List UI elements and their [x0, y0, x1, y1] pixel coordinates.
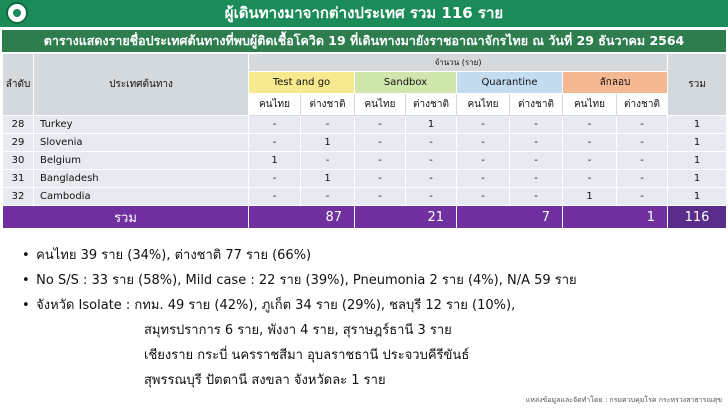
country-cell: Cambodia — [34, 188, 249, 206]
value-cell: 1 — [563, 188, 617, 206]
bullet-dot-icon: • — [22, 298, 30, 313]
row-total-cell: 1 — [668, 134, 727, 152]
value-cell: - — [355, 134, 406, 152]
total-test-and-go: 87 — [249, 206, 355, 229]
bullet-continuation: สุพรรณบุรี ปัตตานี สงขลา จังหวัดละ 1 ราย — [144, 373, 386, 388]
value-cell: - — [563, 170, 617, 188]
thai-header: คนไทย — [563, 94, 617, 116]
total-header: รวม — [668, 54, 727, 116]
bullet-text: จังหวัด Isolate : กทม. 49 ราย (42%), ภูเก็ต 34 ราย (29%), ชลบุรี 12 ราย (10%), — [36, 298, 516, 313]
value-cell: - — [510, 134, 563, 152]
value-cell: 1 — [249, 152, 301, 170]
table-row — [3, 152, 727, 170]
rank-cell: 32 — [3, 188, 34, 206]
bullet-continuation: เชียงราย กระบี่ นครราชสีมา อุบลราชธานี ประจวบคีรีขันธ์ — [144, 348, 470, 363]
foreign-header: ต่างชาติ — [617, 94, 668, 116]
thai-header: คนไทย — [355, 94, 406, 116]
foreign-header: ต่างชาติ — [510, 94, 563, 116]
row-total-cell: 1 — [668, 188, 727, 206]
bullet-item — [22, 243, 311, 268]
country-cell: Belgium — [34, 152, 249, 170]
country-cell: Slovenia — [34, 134, 249, 152]
value-cell: - — [617, 188, 668, 206]
total-sandbox: 21 — [355, 206, 457, 229]
table-row — [3, 134, 727, 152]
table-row — [3, 170, 727, 188]
page-title: ผู้เดินทางมาจากต่างประเทศ รวม 116 ราย — [224, 4, 504, 22]
foreign-header: ต่างชาติ — [406, 94, 457, 116]
value-cell: - — [406, 134, 457, 152]
bullet-dot-icon: • — [22, 248, 30, 263]
value-cell: - — [249, 116, 301, 134]
value-cell: 1 — [301, 134, 355, 152]
value-cell: - — [355, 170, 406, 188]
value-cell: 1 — [301, 170, 355, 188]
rank-cell: 31 — [3, 170, 34, 188]
table-row — [3, 188, 727, 206]
value-cell: - — [457, 152, 510, 170]
value-cell: - — [406, 152, 457, 170]
value-cell: - — [563, 116, 617, 134]
value-cell: - — [617, 152, 668, 170]
value-cell: - — [617, 134, 668, 152]
value-cell: - — [457, 170, 510, 188]
table-row — [3, 116, 727, 134]
value-cell: - — [510, 152, 563, 170]
value-cell: - — [510, 188, 563, 206]
value-cell: - — [563, 152, 617, 170]
country-header: ประเทศต้นทาง — [34, 54, 249, 116]
group-sandbox: Sandbox — [355, 72, 457, 94]
value-cell: - — [301, 188, 355, 206]
country-cell: Turkey — [34, 116, 249, 134]
foreign-header: ต่างชาติ — [301, 94, 355, 116]
value-cell: - — [301, 116, 355, 134]
value-cell: - — [457, 116, 510, 134]
country-table — [2, 53, 727, 229]
bullet-item — [22, 268, 577, 293]
value-cell: - — [510, 170, 563, 188]
value-cell: - — [406, 188, 457, 206]
rank-header: ลำดับ — [3, 54, 34, 116]
value-cell: - — [355, 152, 406, 170]
bullet-dot-icon: • — [22, 273, 30, 288]
bullet-continuation: สมุทรปราการ 6 ราย, พังงา 4 ราย, สุราษฎร์ธานี 3 ราย — [144, 323, 452, 338]
value-cell: - — [249, 188, 301, 206]
grand-total: 116 — [668, 206, 727, 229]
value-cell: - — [617, 170, 668, 188]
value-cell: - — [457, 134, 510, 152]
group-quarantine: Quarantine — [457, 72, 563, 94]
count-unit-header: จำนวน (ราย) — [249, 54, 668, 72]
group-test-and-go: Test and go — [249, 72, 355, 94]
value-cell: - — [355, 188, 406, 206]
total-smuggle: 1 — [563, 206, 668, 229]
total-label: รวม — [3, 206, 249, 229]
value-cell: - — [406, 170, 457, 188]
row-total-cell: 1 — [668, 116, 727, 134]
value-cell: - — [249, 170, 301, 188]
total-row — [3, 206, 727, 229]
value-cell: - — [617, 116, 668, 134]
bullet-item — [22, 293, 515, 318]
group-smuggle: ลักลอบ — [563, 72, 668, 94]
row-total-cell: 1 — [668, 170, 727, 188]
rank-cell: 30 — [3, 152, 34, 170]
value-cell: - — [457, 188, 510, 206]
title-bar — [0, 0, 728, 27]
rank-cell: 29 — [3, 134, 34, 152]
thai-header: คนไทย — [249, 94, 301, 116]
row-total-cell: 1 — [668, 152, 727, 170]
table-caption: ตารางแสดงรายชื่อประเทศต้นทางที่พบผู้ติดเชื้อโควิด 19 ที่เดินทางมายังราชอาณาจักรไทย ณ วันที่ 29 ธันวาคม 2564 — [2, 30, 726, 52]
thai-header: คนไทย — [457, 94, 510, 116]
value-cell: - — [563, 134, 617, 152]
country-cell: Bangladesh — [34, 170, 249, 188]
bullet-text: No S/S : 33 ราย (58%), Mild case : 22 ราย (39%), Pneumonia 2 ราย (4%), N/A 59 ราย — [36, 273, 577, 288]
total-quarantine: 7 — [457, 206, 563, 229]
value-cell: - — [355, 116, 406, 134]
value-cell: 1 — [406, 116, 457, 134]
source-note: แหล่งข้อมูลและจัดทำโดย : กรมควบคุมโรค กระทรวงสาธารณสุข — [525, 396, 722, 404]
value-cell: - — [510, 116, 563, 134]
rank-cell: 28 — [3, 116, 34, 134]
value-cell: - — [301, 152, 355, 170]
value-cell: - — [249, 134, 301, 152]
bullet-text: คนไทย 39 ราย (34%), ต่างชาติ 77 ราย (66%) — [36, 248, 312, 263]
